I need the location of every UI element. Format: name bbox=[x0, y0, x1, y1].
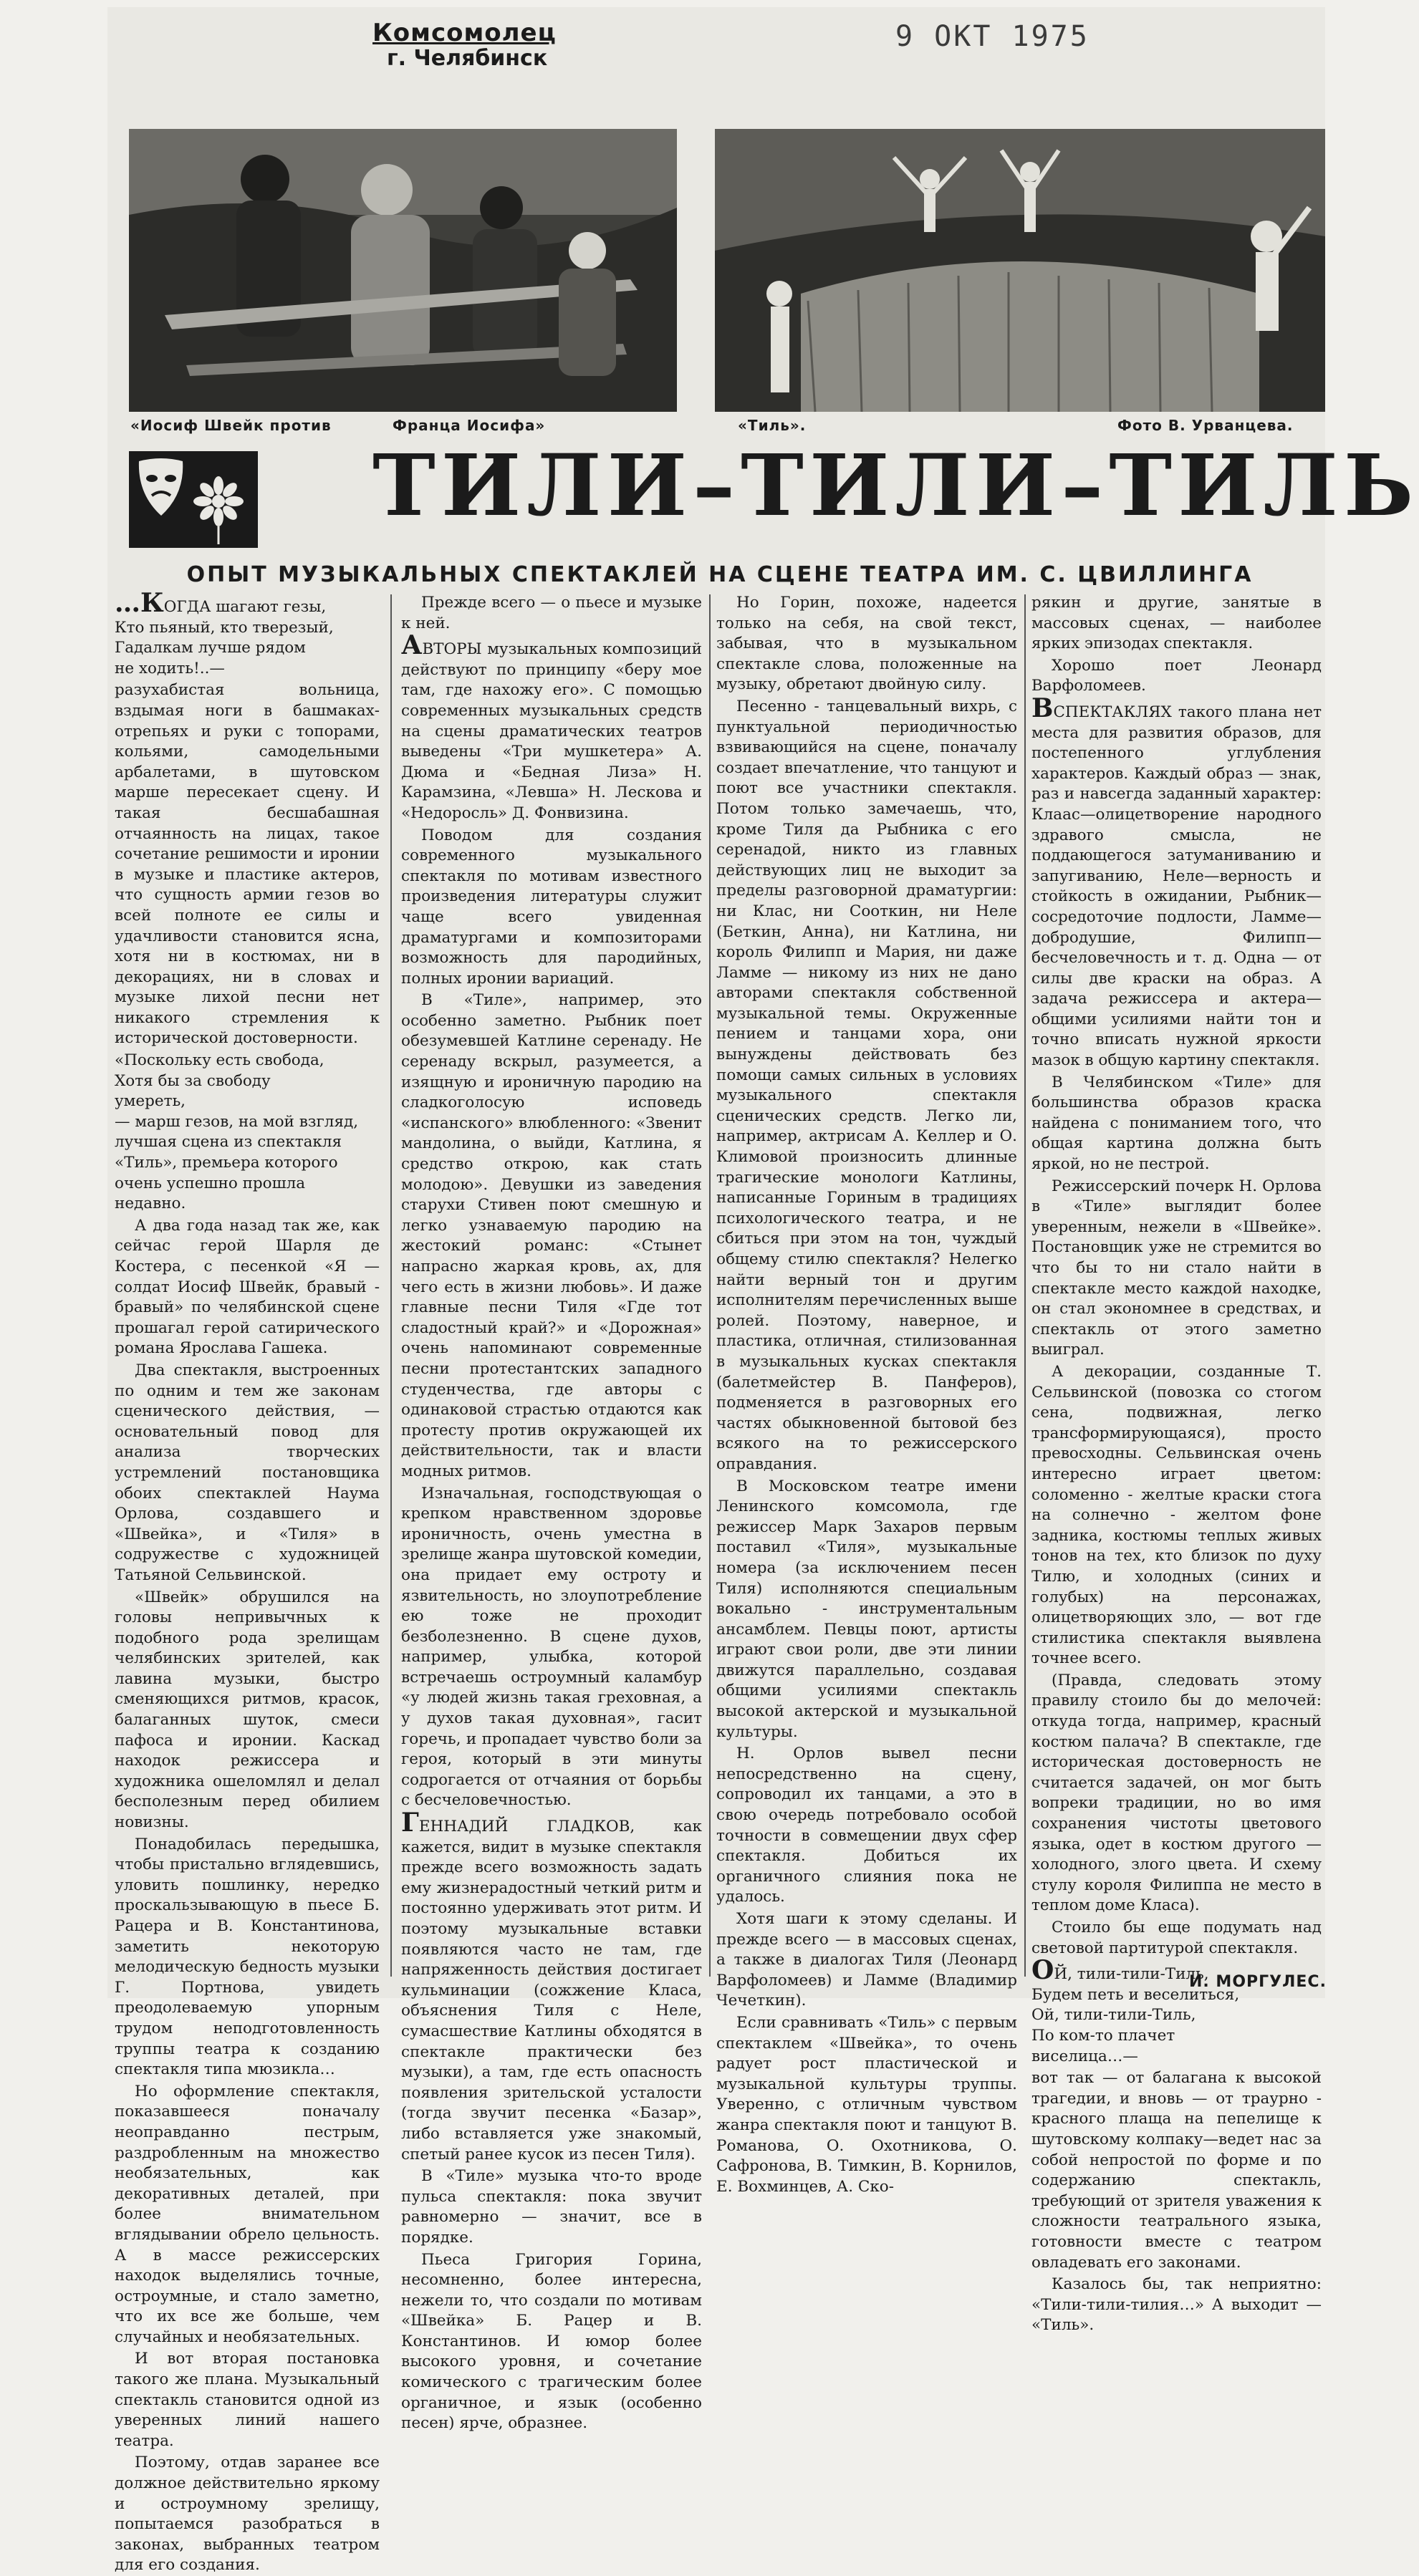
paragraph: (Правда, следовать этому правилу стоило бы до мелочей: откуда тогда, например, красный костюм палача? В спектакле, где историческая достоверность не считается задачей, он мог быть вопреки традиции, но во имя сохранения чистоты цветового языка, одет в костюм другого — холодного, злого цвета. И схему стулу короля Филиппа не место в теплом доме Класа). bbox=[1031, 1671, 1322, 1915]
paragraph: В Челябинском «Тиле» для большинства образов краска найдена с пониманием того, что общая картина должна быть яркой, но не пестрой. bbox=[1031, 1073, 1322, 1174]
photo-caption-left-a: «Иосиф Швейк против bbox=[130, 417, 332, 434]
photo-til bbox=[715, 129, 1325, 412]
paragraph: В «Тиле» музыка что-то вроде пульса спектакля: пока звучит равномерно — значит, все в порядке. bbox=[401, 2167, 702, 2247]
photo-credit: Фото В. Урванцева. bbox=[1117, 417, 1294, 434]
newspaper-title: Комсомолец bbox=[372, 19, 557, 47]
date-stamp: 9 ОКТ 1975 bbox=[895, 20, 1089, 53]
paragraph: Но Горин, похоже, надеется только на себя, на свой текст, забывая, что в музыкальном спектакле слова, положенные на музыку, обретают двойную силу. bbox=[716, 594, 1017, 694]
paragraph: Хорошо поет Леонард Варфоломеев. bbox=[1031, 656, 1322, 695]
paragraph: А декорации, созданные Т. Сельвинской (повозка со стогом сена, подвижная, легко трансформирующаяся), просто превосходны. Сельвинская очень интересно играет цветом: соломенно - желтые краски стога на солнечно - желтом фоне задника, костюмы теплых живых тонов на тех, кто близок по духу Тилю, и холодных (синих и голубых) на персонажах, олицетворяющих зло, — вот где стилистика спектакля выявлена точнее всего. bbox=[1031, 1362, 1322, 1668]
paragraph: Режиссерский почерк Н. Орлова в «Тиле» выглядит более уверенным, нежели в «Швейке». Постановщик уже не стремится во что бы то ни стало найти в спектакле место каждой находке, он стал экономнее в средствах, и спектакль от этого заметно выиграл. bbox=[1031, 1177, 1322, 1359]
closing-verse: ОЙ, тили-тили-Тиль, Будем петь и веселиться, Ой, тили-тили-Тиль, По ком-то плачет виселица…— bbox=[1031, 1955, 1240, 2065]
paragraph: Понадобилась передышка, чтобы пристально вглядевшись, уловить пошлинку, нередко проскальзывающую в пьесе Б. Рацера и В. Константинова, заметить некоторую мелодическую бедность музыки Г. Портнова, увидеть преодолеваемую упорным трудом неподготовленность труппы театра к созданию спектакля типа мюзикла… bbox=[115, 1835, 380, 2079]
paragraph: Н. Орлов вывел песни непосредственно на сцену, сопроводил их танцами, а это в свою очередь потребовало особой точности в совмещении двух сфер спектакля. Добиться их органичного слияния пока не удалось. bbox=[716, 1745, 1017, 1906]
photo-caption-right: «Тиль». bbox=[738, 417, 807, 434]
paragraph: вот так — от балагана к высокой трагедии, и вновь — от траурно - красного плаща на пепелище к шутовскому колпаку—ведет нас за собой непростой по форме и по содержанию спектакль, требующий от зрителя уважения к сложности театрального языка, готовности вместе с театром овладевать его законами. bbox=[1031, 2069, 1322, 2272]
article-column-1 bbox=[115, 588, 380, 2575]
paragraph: Песенно - танцевальный вихрь, с пунктуальной периодичностью взвивающийся на сцене, поначалу создает впечатление, что танцуют и поют все участники спектакля. Потом только замечаешь, что, кроме Тиля да Рыбника с его серенадой, никто из главных действующих лиц не выходит за пределы разговорной драматургии: ни Клас, ни Сооткин, ни Неле (Беткин, Анна), ни Катлина, ни король Филипп и Мария, ни даже Ламме — никому из них не дано авторами спектакля собственной музыкальной темы. Окруженные пением и танцами хора, они вынуждены действовать без помощи самых сильных в условиях музыкального спектакля сценических средств. Легко ли, например, актрисам А. Келлер и О. Климовой произносить длинные трагические монологи Катлины, написанные Гориным в традициях психологического театра, и не сбиться при этом на тон, чуждый общему стилю спектакля? Нелегко найти верный тон и другим исполнителям перечисленных выше ролей. Поэтому, наверное, и пластика, отличная, стилизованная в музыкальных кусках спектакля (балетмейстер В. Панферов), подменяется в разговорных его частях обыкновенной бытовой без всякого на то режиссерского оправдания. bbox=[716, 697, 1017, 1473]
article-column-2 bbox=[401, 593, 702, 2433]
opening-verse: …КОГДА шагают гезы, Кто пьяный, кто тверезый, Гадалкам лучше рядом не ходить!..— bbox=[115, 588, 334, 677]
paragraph: Пьеса Григория Горина, несомненно, более интересна, нежели то, что создали по мотивам «Швейка» Б. Рацер и В. Константинов. И юмор более высокого уровня, и сочетание комического с трагическим более органичное, и язык (особенно песен) ярче, образнее. bbox=[401, 2250, 702, 2433]
paragraph: И вот вторая постановка такого же плана. Музыкальный спектакль становится одной из уверенных линий нашего театра. bbox=[115, 2350, 380, 2450]
article-subheadline: ОПЫТ МУЗЫКАЛЬНЫХ СПЕКТАКЛЕЙ НА СЦЕНЕ ТЕАТРА ИМ. С. ЦВИЛЛИНГА bbox=[186, 562, 1254, 587]
author-signature: И. МОРГУЛЕС. bbox=[1189, 1973, 1327, 1991]
article-column-4 bbox=[1031, 593, 1322, 2335]
drop-cap: О bbox=[1031, 1955, 1054, 1986]
paragraph: Прежде всего — о пьесе и музыке к ней. bbox=[401, 594, 702, 632]
photo-caption-left-b: Франца Иосифа» bbox=[393, 417, 546, 434]
paragraph: Изначальная, господствующая о крепком нравственном здоровье ироничность, очень уместна в зрелище жанра шутовской комедии, она придает ему остроту и язвительность, но злоупотребление ею тоже не проходит безболезненно. В сцене духов, например, улыбка, которой встречаешь остроумный каламбур «у людей жизнь такая греховная, а у духов такая духовная», гасит горечь, и пропадает чувство боли за героя, который в эти минуты содрогается от отчаяния от борьбы с бесчеловечностью. bbox=[401, 1484, 702, 1810]
paragraph: Два спектакля, выстроенных по одним и тем же законам сценического действия, — основательный повод для анализа творческих устремлений постановщика обоих спектаклей Наума Орлова, создавшего и «Швейка», и «Тиля» в содружестве с художницей Татьяной Сельвинской. bbox=[115, 1361, 380, 1584]
paragraph: разухабистая вольница, вздымая ноги в башмаках-отрепьях и руки с топорами, кольями, самодельными арбалетами, в шутовском марше пересекает сцену. И такая бесшабашная отчаянность на лицах, такое сочетание решимости и иронии в музыке и пластике актеров, что сущность армии гезов во всей полноте ее силы и удачливости становится ясна, хотя ни в костюмах, ни в декорациях, ни в словах и музыке лихой песни нет никакого стремления к исторической достоверности. bbox=[115, 681, 380, 1048]
drop-cap: В bbox=[1031, 693, 1054, 723]
paragraph: ГЕННАДИЙ ГЛАДКОВ, как кажется, видит в музыке спектакля прежде всего возможность задать ему жизнерадостный четкий ритм и постоянно удерживать этот ритм. И поэтому музыкальные вставки появляются часто не там, где напряженность действия достигает кульминации (сожжение Класа, объяснения Тиля с Неле, сумасшествие Катлины обходятся в спектакле практически без музыки), а там, где есть опасность появления зрительской усталости (тогда звучит песенка «Базар», либо вставляется уже знакомый, спетый ранее кусок из песен Тиля). bbox=[401, 1808, 702, 2163]
paragraph: Казалось бы, так неприятно: «Тили-тили-тилия…» А выходит — «Тиль». bbox=[1031, 2275, 1322, 2335]
photo-schweik-image bbox=[129, 129, 677, 412]
drop-cap: …К bbox=[115, 588, 164, 618]
paragraph: Стоило бы еще подумать над световой партитурой спектакля. bbox=[1031, 1919, 1322, 1957]
photo-schweik bbox=[129, 129, 677, 412]
paragraph: Но оформление спектакля, показавшееся поначалу неоправданно пестрым, раздробленным на множество необязательных, как декоративных деталей, при более внимательном вглядывании обрело цельность. А в массе режиссерских находок выделялись точные, остроумные, и стало заметно, что их все же больше, чем случайных и необязательных. bbox=[115, 2082, 380, 2346]
paragraph: ВСПЕКТАКЛЯХ такого плана нет места для развития образов, для постепенного углубления характеров. Каждый образ — знак, раз и навсегда заданный характер: Клаас—олицетворение народного здравого смысла, не поддающегося затуманиванию и запугиванию, Неле—верность и стойкость в ожидании, Рыбник—сосредоточие подлости, Ламме—добродушие, Филипп—бесчеловечность и т. д. Одна — от силы две краски на образ. А задача режиссера и актера—общими усилиями найти тон и точно вписать нужной яркости мазок в общую картину спектакля. bbox=[1031, 693, 1322, 1070]
theatre-emblem-icon bbox=[129, 451, 258, 548]
paragraph: АВТОРЫ музыкальных композиций действуют по принципу «беру мое там, где нахожу его». С помощью современных музыкальных средств на сцены драматических театров выведены «Три мушкетера» А. Дюма и «Бедная Лиза» Н. Карамзина, «Левша» Н. Лескова и «Недоросль» Д. Фонвизина. bbox=[401, 630, 702, 822]
drop-cap: А bbox=[401, 630, 423, 661]
paragraph: «Швейк» обрушился на головы непривычных к подобного рода зрелищам челябинских зрителей, как лавина музыки, быстро сменяющихся ритмов, красок, балаганных шуток, смеси пафоса и иронии. Каскад находок режиссера и художника ошеломлял и делал бесполезным перед обилием новизны. bbox=[115, 1588, 380, 1832]
paragraph: Хотя шаги к этому сделаны. И прежде всего — в массовых сценах, а также в диалогах Тиля (Леонард Варфоломеев) и Ламме (Владимир Чечеткин). bbox=[716, 1910, 1017, 2010]
article-column-3 bbox=[716, 593, 1017, 2196]
column-divider bbox=[709, 594, 711, 1977]
paragraph: Если сравнивать «Тиль» с первым спектаклем «Швейка», то очень радует рост пластической и музыкальной культуры труппы. Уверенно, с отличным чувством жанра спектакля поют и танцуют В. Романова, О. Охотникова, О. Сафронова, В. Тимкин, В. Корнилов, Е. Вохминцев, А. Ско- bbox=[716, 2013, 1017, 2196]
paragraph: В «Тиле», например, это особенно заметно. Рыбник поет обезумевшей Катлине серенаду. Не серенаду вскрыл, разумеется, а изящную и ироничную пародию на сладкоголосую исповедь «испанского» влюбленного: «Звенит мандолина, о выйди, Катлина, я средство открою, как стать молодою». Девушки из заведения старухи Стивен поют смешную и легко узнаваемую пародию на жестокий романс: «Стынет напрасно жаркая кровь, ах, для чего есть в жизни любовь». И даже главные песни Тиля «Где тот сладостный край?» и «Дорожная» очень напоминают современные песни протестантских западного студенчества, где авторы с одинаковой страстью отдаются как протесту против окружающей их действительности, так и власти модных ритмов. bbox=[401, 991, 702, 1480]
paragraph: Поэтому, отдав заранее все должное действительно яркому и остроумному зрелищу, попытаемся разобраться в законах, выбранных театром для его создания. bbox=[115, 2454, 380, 2575]
paragraph: Поводом для создания современного музыкального спектакля по мотивам известного произведения литературы служит чаще всего увиденная драматургами и композиторами возможность для пародийных, полных иронии вариаций. bbox=[401, 826, 702, 988]
column-divider bbox=[1024, 594, 1026, 1977]
paragraph: А два года назад так же, как сейчас герой Шарля де Костера, с песенкой «Я — солдат Иосиф Швейк, бравый - бравый» по челябинской сцене прошагал герой сатирического романа Ярослава Гашека. bbox=[115, 1216, 380, 1358]
drop-cap: Г bbox=[401, 1808, 419, 1838]
article-headline: ТИЛИ–ТИЛИ–ТИЛЬ bbox=[372, 435, 1419, 535]
column-divider bbox=[390, 594, 392, 1977]
paragraph: В Московском театре имени Ленинского комсомола, где режиссер Марк Захаров первым поставил «Тиля», музыкальные номера (за исключением песен Тиля) исполняются специальным вокально - инструментальным ансамблем. Певцы поют, артисты играют свои роли, две эти линии движутся параллельно, создавая общими усилиями спектакль высокой актерской и музыкальной культуры. bbox=[716, 1477, 1017, 1741]
newspaper-city: г. Челябинск bbox=[387, 46, 548, 71]
paragraph: рякин и другие, занятые в массовых сценах, — наиболее ярких эпизодах спектакля. bbox=[1031, 594, 1322, 653]
verse-quote: «Поскольку есть свобода, Хотя бы за свободу умереть, — марш гезов, на мой взгляд, лучшая сцена из спектакля «Тиль», премьера которого очень успешно прошла недавно. bbox=[115, 1051, 359, 1213]
photo-til-image bbox=[715, 129, 1325, 412]
